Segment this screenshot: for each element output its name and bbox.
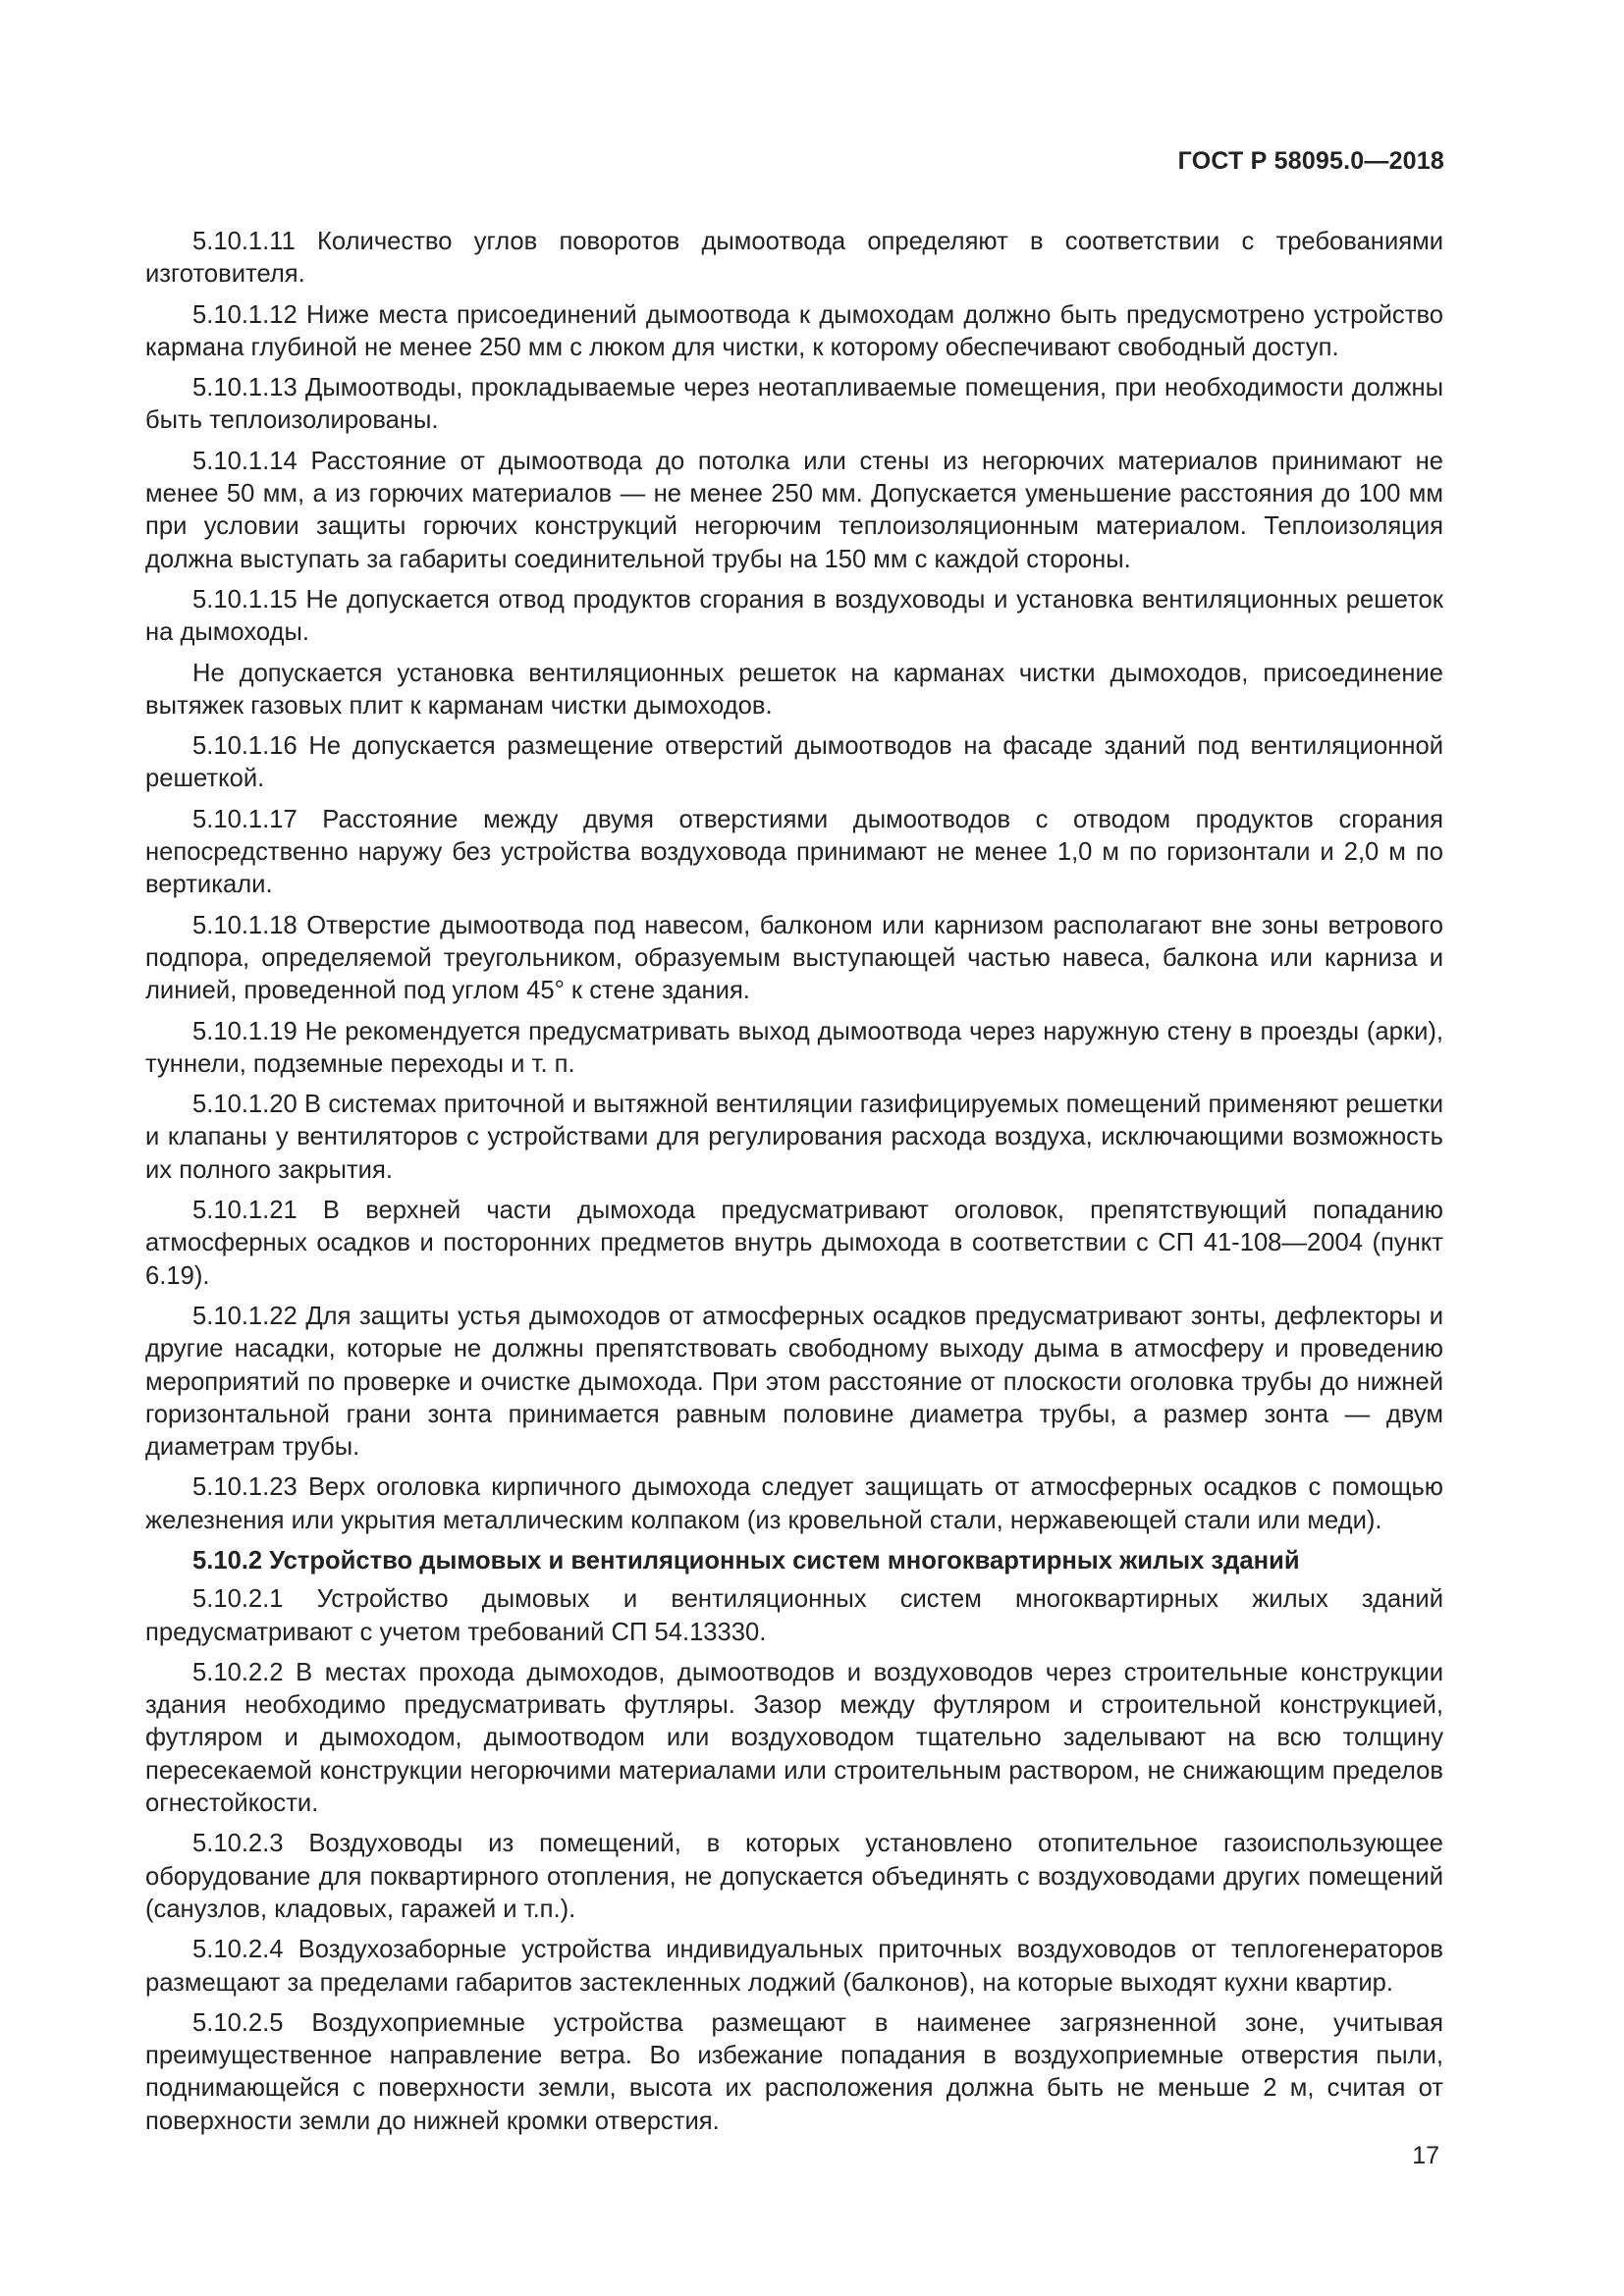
paragraph-5-10-1-12: 5.10.1.12 Ниже места присоединений дымоотвода к дымоходам должно быть предусмотрено устройство кармана глубиной не менее 250 мм с люком для чистки, к которому обеспечивают свободный доступ. xyxy=(145,300,1443,361)
paragraph-5-10-2-5: 5.10.2.5 Воздухоприемные устройства размещают в наименее загрязненной зоне, учитывая преимущественное направление ветра. Во избежание попадания в воздухоприемные отверстия пыли, поднимающейся с поверхности земли, высота их расположения должна быть не меньше 2 м, считая от поверхности земли до нижней кромки отверстия. xyxy=(145,2008,1443,2135)
paragraph-5-10-1-15-continued: Не допускается установка вентиляционных решеток на карманах чистки дымоходов, присоединение вытяжек газовых плит к карманам чистки дымоходов. xyxy=(145,659,1443,720)
paragraph-5-10-1-14: 5.10.1.14 Расстояние от дымоотвода до потолка или стены из негорючих материалов принимают не менее 50 мм, а из горючих материалов — не менее 250 мм. Допускается уменьшение расстояния до 100 мм при условии защиты горючих конструкций негорючим теплоизоляционным материалом. Теплоизоляция должна выступать за габариты соединительной трубы на 150 мм с каждой стороны. xyxy=(145,447,1443,573)
paragraph-5-10-2-4: 5.10.2.4 Воздухозаборные устройства индивидуальных приточных воздуховодов от теплогенераторов размещают за пределами габаритов застекленных лоджий (балконов), на которые выходят кухни квартир. xyxy=(145,1936,1443,1997)
paragraph-5-10-1-23: 5.10.1.23 Верх оголовка кирпичного дымохода следует защищать от атмосферных осадков с помощью железнения или укрытия металлическим колпаком (из кровельной стали, нержавеющей стали или меди). xyxy=(145,1473,1443,1534)
paragraph-5-10-1-11: 5.10.1.11 Количество углов поворотов дымоотвода определяют в соответствии с требованиями изготовителя. xyxy=(145,228,1443,289)
paragraph-5-10-1-18: 5.10.1.18 Отверстие дымоотвода под навесом, балконом или карнизом располагают вне зоны ветрового подпора, определяемой треугольником, образуемым выступающей частью навеса, балкона или карниза и линией, проведенной под углом 45° к стене здания. xyxy=(145,911,1443,1005)
paragraph-5-10-1-16: 5.10.1.16 Не допускается размещение отверстий дымоотводов на фасаде зданий под вентиляционной решеткой. xyxy=(145,732,1443,793)
paragraph-5-10-2-1: 5.10.2.1 Устройство дымовых и вентиляционных систем многоквартирных жилых зданий предусматривают с учетом требований СП 54.13330. xyxy=(145,1585,1443,1646)
paragraph-5-10-2-2: 5.10.2.2 В местах прохода дымоходов, дымоотводов и воздуховодов через строительные конструкции здания необходимо предусматривать футляры. Зазор между футляром и строительной конструкцией, футляром и дымоходом, дымоотводом или воздуховодом тщательно заделывают на всю толщину пересекаемой конструкции негорючими материалами или строительным раствором, не снижающим пределов огнестойкости. xyxy=(145,1658,1443,1818)
paragraph-5-10-2-3: 5.10.2.3 Воздуховоды из помещений, в которых установлено отопительное газоиспользующее оборудование для поквартирного отопления, не допускается объединять с воздуховодами других помещений (санузлов, кладовых, гаражей и т.п.). xyxy=(145,1830,1443,1923)
paragraph-5-10-1-22: 5.10.1.22 Для защиты устья дымоходов от атмосферных осадков предусматривают зонты, дефлекторы и другие насадки, которые не должны препятствовать свободному выходу дыма в атмосферу и проведению мероприятий по проверке и очистке дымохода. При этом расстояние от плоскости оголовка трубы до нижней горизонтальной грани зонта принимается равным половине диаметра трубы, а размер зонта — двум диаметрам трубы. xyxy=(145,1302,1443,1462)
paragraph-5-10-1-13: 5.10.1.13 Дымоотводы, прокладываемые через неотапливаемые помещения, при необходимости должны быть теплоизолированы. xyxy=(145,374,1443,435)
page-number: 17 xyxy=(1412,2142,1439,2169)
document-code-header: ГОСТ Р 58095.0—2018 xyxy=(1177,147,1444,175)
section-title-5-10-2: 5.10.2 Устройство дымовых и вентиляционных систем многоквартирных жилых зданий xyxy=(192,1546,1300,1575)
paragraph-5-10-1-17: 5.10.1.17 Расстояние между двумя отверстиями дымоотводов с отводом продуктов сгорания непосредственно наружу без устройства воздуховода принимают не менее 1,0 м по горизонтали и 2,0 м по вертикали. xyxy=(145,805,1443,899)
paragraph-5-10-1-21: 5.10.1.21 В верхней части дымохода предусматривают оголовок, препятствующий попаданию атмосферных осадков и посторонних предметов внутрь дымохода в соответствии с СП 41-108—2004 (пункт 6.19). xyxy=(145,1197,1443,1290)
paragraph-5-10-1-15: 5.10.1.15 Не допускается отвод продуктов сгорания в воздуховоды и установка вентиляционных решеток на дымоходы. xyxy=(145,585,1443,647)
document-body xyxy=(145,226,1443,2146)
paragraph-5-10-1-19: 5.10.1.19 Не рекомендуется предусматривать выход дымоотвода через наружную стену в проезды (арки), туннели, подземные переходы и т. п. xyxy=(145,1017,1443,1078)
paragraph-5-10-1-20: 5.10.1.20 В системах приточной и вытяжной вентиляции газифицируемых помещений применяют решетки и клапаны у вентиляторов с устройствами для регулирования расхода воздуха, исключающими возможность их полного закрытия. xyxy=(145,1091,1443,1184)
